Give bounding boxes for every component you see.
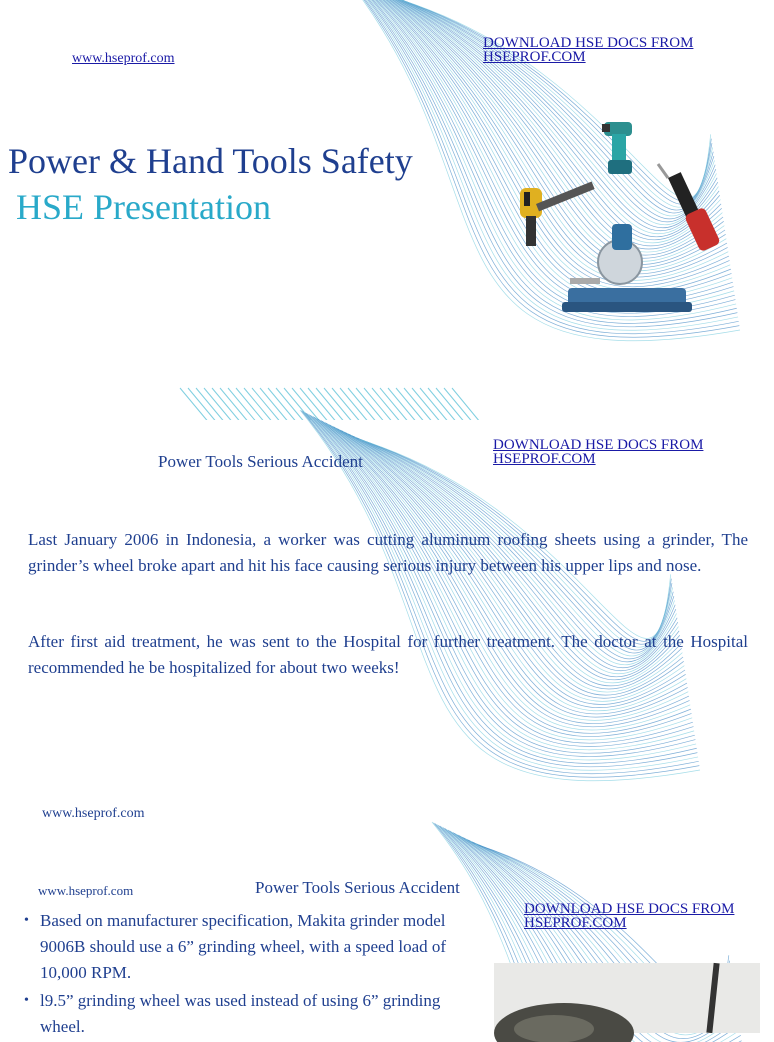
nail-gun-icon	[520, 182, 595, 246]
page-subtitle: HSE Presentation	[16, 187, 271, 227]
site-link[interactable]: www.hseprof.com	[42, 806, 145, 821]
site-link[interactable]: www.hseprof.com	[72, 51, 175, 66]
power-tools-image	[508, 112, 728, 332]
reciprocating-saw-icon	[658, 164, 721, 252]
download-link[interactable]: DOWNLOAD HSE DOCS FROM HSEPROF.COM	[493, 437, 704, 467]
list-item: • Based on manufacturer specification, Makita grinder model 9006B should use a 6” grinding wheel, with a speed load of 10,000 RPM.	[24, 908, 484, 986]
grinder-photo	[494, 963, 760, 1033]
page-title: Power & Hand Tools Safety	[8, 141, 413, 181]
site-link[interactable]: www.hseprof.com	[38, 883, 134, 898]
slide-1	[0, 0, 768, 420]
bullet-list	[24, 908, 484, 1042]
slide-3	[0, 860, 768, 1036]
list-item: • l9.5” grinding wheel was used instead of using 6” grinding wheel.	[24, 988, 484, 1040]
section-title: Power Tools Serious Accident	[255, 878, 460, 897]
miter-saw-icon	[562, 224, 692, 312]
paragraph: After first aid treatment, he was sent to the Hospital for further treatment. The doctor at the Hospital recommended he be hospitalized for about two weeks!	[28, 632, 748, 677]
slide-2	[0, 420, 768, 860]
section-title: Power Tools Serious Accident	[158, 452, 363, 471]
download-link[interactable]: DOWNLOAD HSE DOCS FROM HSEPROF.COM	[524, 901, 735, 931]
download-link[interactable]: DOWNLOAD HSE DOCS FROM HSEPROF.COM	[483, 35, 694, 65]
stripe-decoration	[180, 388, 480, 424]
paragraph: Last January 2006 in Indonesia, a worker was cutting aluminum roofing sheets using a grinder, The grinder’s wheel broke apart and hit his face causing serious injury between his upper lips and nose.	[28, 530, 748, 575]
drill-icon	[602, 122, 632, 174]
